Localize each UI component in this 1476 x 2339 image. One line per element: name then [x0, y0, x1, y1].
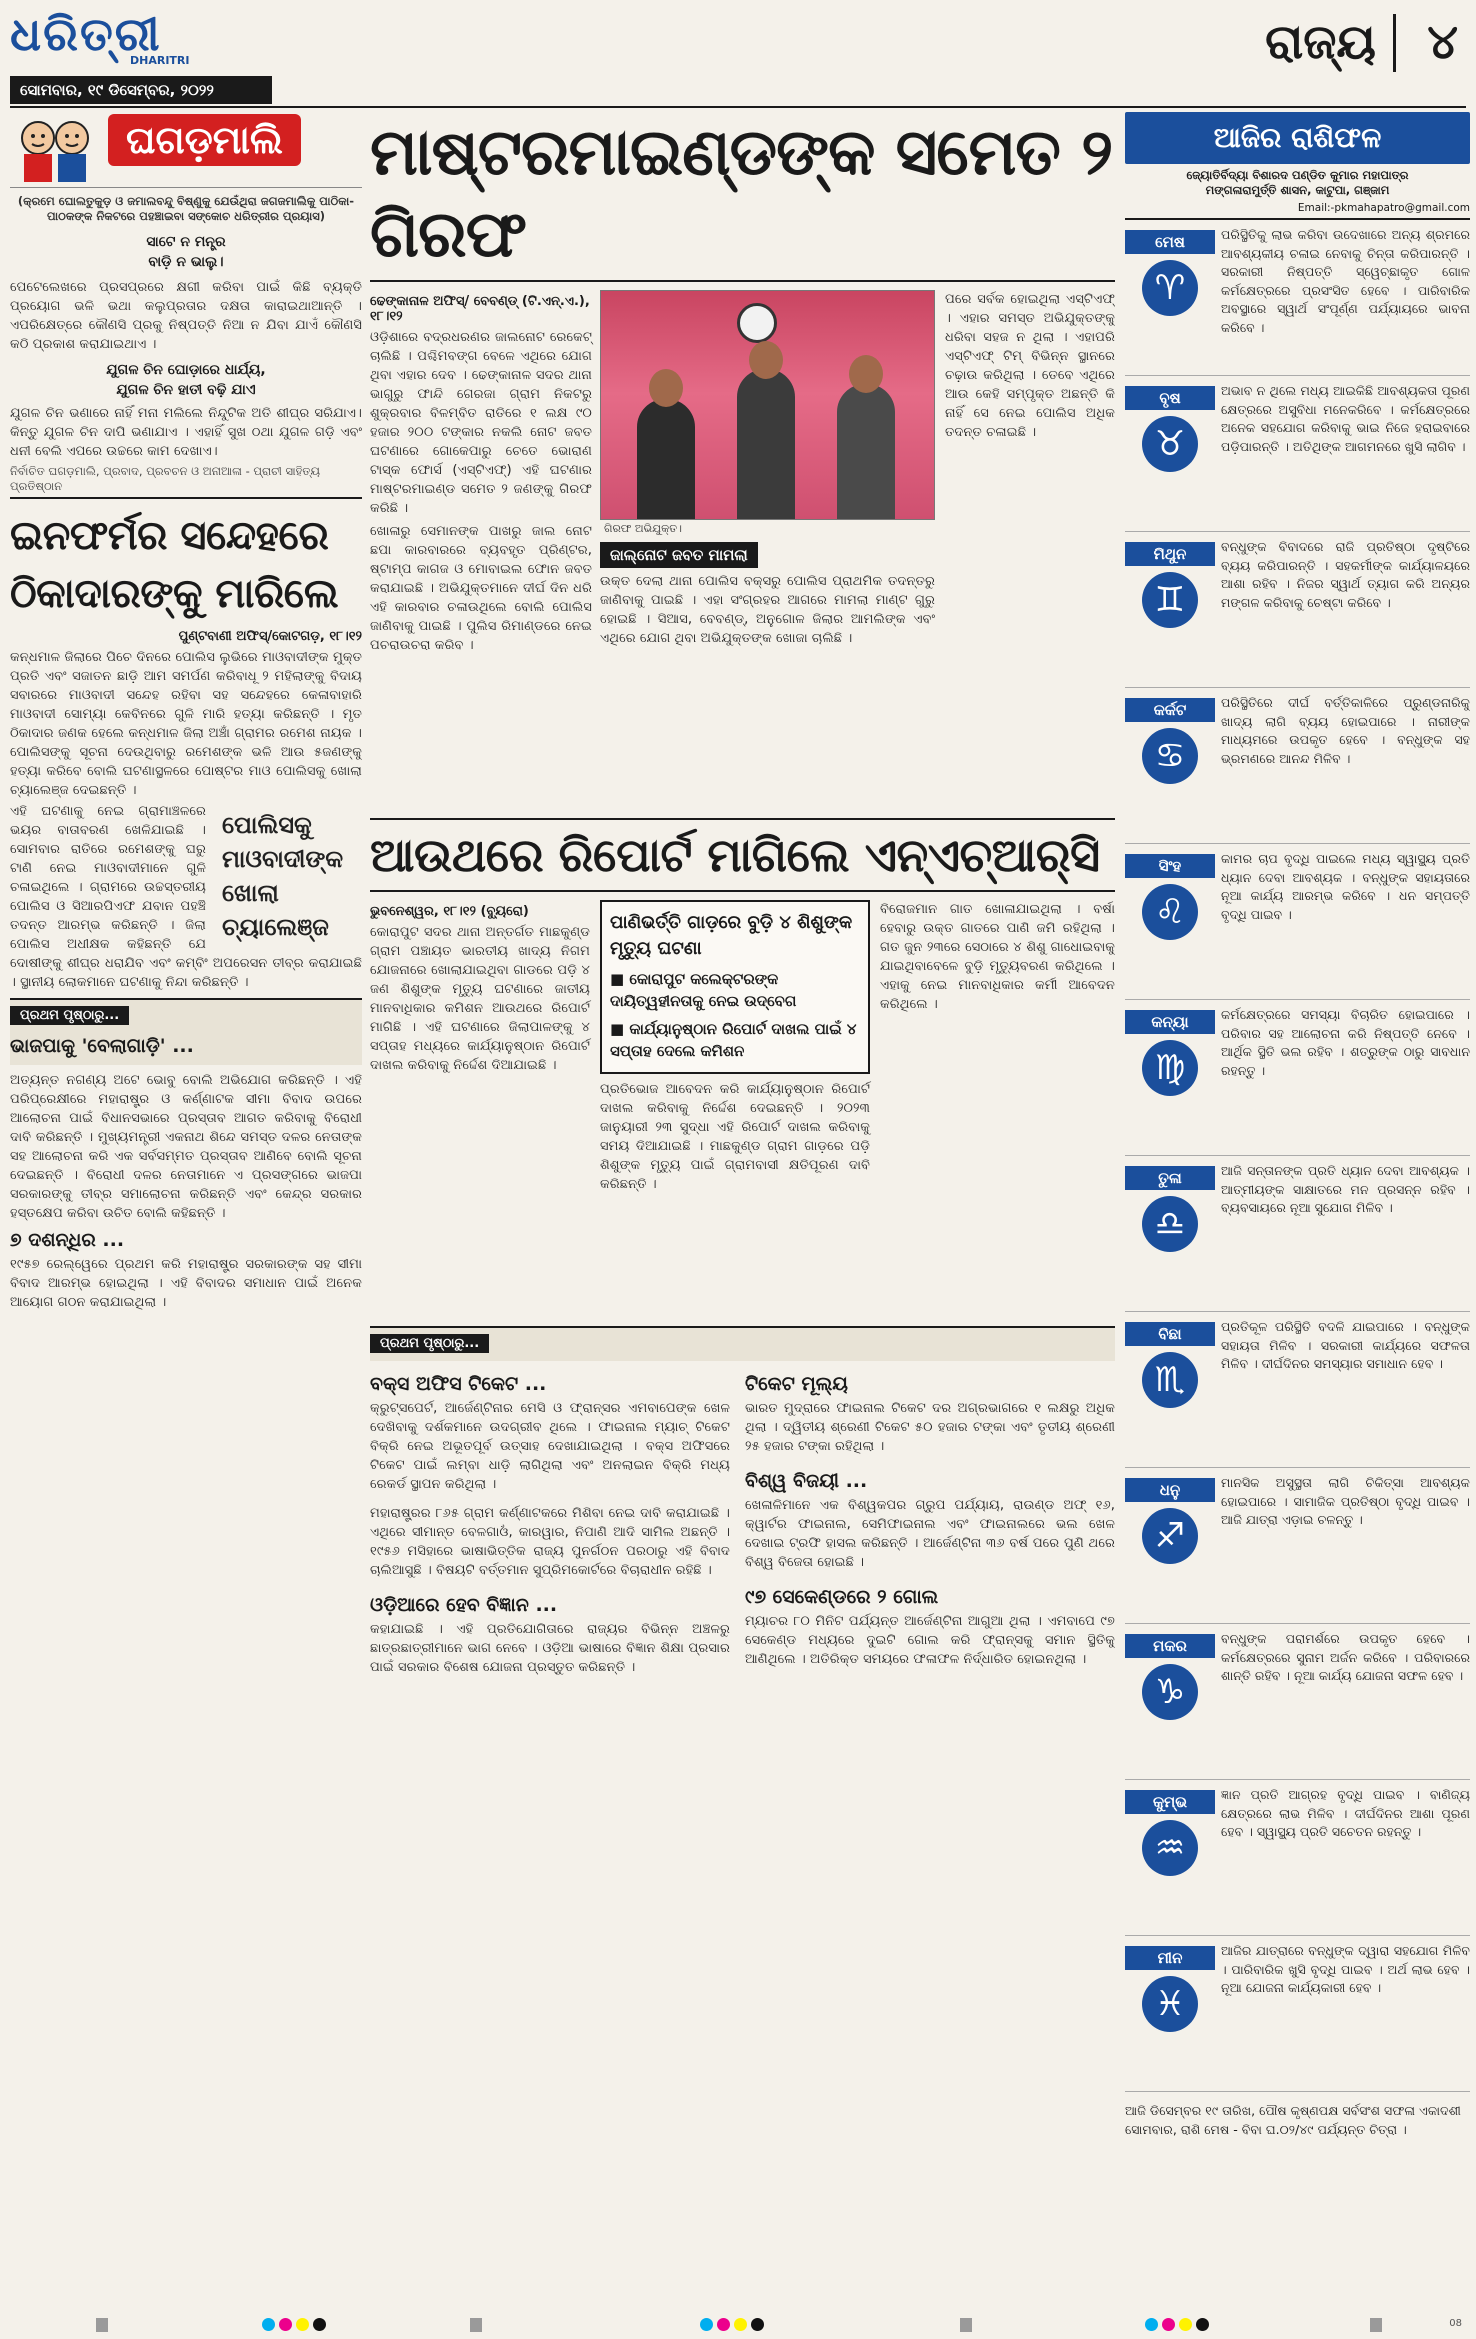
horoscope-item [1125, 226, 1470, 376]
continued-headline: ବିଶ୍ୱ ବିଜୟୀ ... [745, 1470, 868, 1492]
horoscope-text: ପ୍ରତିକୂଳ ପରିସ୍ଥିତି ବଦଳି ଯାଇପାରେ । ବନ୍ଧୁଙ୍କ ସହାୟତା ମିଳିବ । ସରକାରୀ କାର୍ଯ୍ୟରେ ସଫଳତା ମିଳିବ । ଦୀର୍ଘଦିନର ସମସ୍ୟାର ସମାଧାନ ହେବ । [1221, 1319, 1470, 1371]
horoscope-text: ବନ୍ଧୁଙ୍କ ବିବାଦରେ ରାଜି ପ୍ରତିଷ୍ଠା ଦୃଷ୍ଟିରେ ବ୍ୟୟ କରିପାରନ୍ତି । ସହକର୍ମୀଙ୍କ କାର୍ଯ୍ୟାଳୟରେ ଆଶା ରହିବ । ନିଜର ସ୍ୱାର୍ଥ ତ୍ୟାଗ କରି ଅନ୍ୟର ମଙ୍ଗଳ କରିବାକୁ ଚେଷ୍ଟା କରିବେ । [1221, 539, 1470, 610]
horoscope-item [1125, 1942, 1470, 2092]
story-paragraph: ପ୍ରତିଭୋଜ ଆବେଦନ କରି କାର୍ଯ୍ୟାନୁଷ୍ଠାନ ରିପୋର୍ଟ ଦାଖଲ କରିବାକୁ ନିର୍ଦ୍ଦେଶ ଦେଇଛନ୍ତି । ୨୦୨୩ ଜାନୁୟାରୀ ୨୩ ସୁଦ୍ଧା ଏହି ରିପୋର୍ଟ ଦାଖଲ କରିବାକୁ ସମୟ ଦିଆଯାଇଛି । ମାଛକୁଣ୍ଡ ଗ୍ରାମ ଗାଡ଼ରେ ପଡ଼ି ଶିଶୁଙ୍କ ମୃତ୍ୟୁ ପାଇଁ ଗ୍ରାମବାସୀ କ୍ଷତିପୂରଣ ଦାବି କରିଛନ୍ତି । [600, 1082, 870, 1192]
zodiac-badge [1125, 1634, 1215, 1720]
story-paragraph: ବିରୋଜମାନ ଗାତ ଖୋଳାଯାଇଥିଲା । ବର୍ଷା ହେବାରୁ ଉକ୍ତ ଗାତରେ ପାଣି ଜମି ରହିଥିଲା । ଗତ ଜୁନ ୨୩ରେ ସେଠାରେ ୪ ଶିଶୁ ଗାଧୋଇବାକୁ ଯାଇଥିବାବେଳେ ବୁଡ଼ି ମୃତ୍ୟୁବରଣ କରିଥିଲେ । ଏହାକୁ ନେଇ ମାନବାଧିକାର କର୍ମୀ ଆବେଦନ କରିଥିଲେ । [880, 902, 1115, 1012]
continued-tag: ପ୍ରଥମ ପୃଷ୍ଠାରୁ... [370, 1334, 489, 1353]
story-dateline: ପୁଣ୍ଟବାଣୀ ଅଫିସ୍/କୋଟଗଡ଼, ୧୮।୧୨ [178, 629, 362, 644]
nhrc-story [370, 900, 1115, 1320]
horoscope-list [1125, 226, 1470, 2092]
highlight-bullet: ■ କାର୍ଯ୍ୟାନୁଷ୍ଠାନ ରିପୋର୍ଟ ଦାଖଲ ପାଇଁ ୪ ସପ୍ତାହ ଦେଲେ କମିଶନ [610, 1020, 857, 1060]
story-callout: ପୋଲିସକୁ ମାଓବାଦୀଙ୍କ ଖୋଲା ଚ୍ୟାଲେଞ୍ଜ [222, 811, 344, 941]
story-text [10, 648, 362, 992]
gagudmali-bold-line: ଯୁଗଳ ଚିନ ଘୋଡ଼ାରେ ଧାର୍ଯ୍ୟ, [106, 362, 266, 378]
gagudmali-text: ଯୁଗଳ ଚିନ ଭଣାରେ ନାହିଁ ମନା ମଲିଲେ ନିନ୍ଦୁଟିକ ଅତି ଶୀଘ୍ର ସରିଯାଏ। କିନ୍ତୁ ଯୁଗଳ ଚିନ ଦାପି ଭଣାଯାଏ । ଏହାହିଁ ସୁଖ ଠଥା ଯୁଗଳ ଗଡ଼ି ଏବଂ ଧନୀ ବେଲି ଏପରେ ଉଚ୍ଚରେ କାମ ଦେଖାଏ। [10, 406, 362, 459]
registration-mark [960, 2318, 972, 2332]
person-figure [637, 399, 695, 519]
headline-mastermind: ମାଷ୍ଟରମାଇଣ୍ଡଙ୍କ ସମେତ ୨ ଗିରଫ [370, 112, 1115, 282]
cartoon-icon [10, 112, 100, 184]
registration-mark [1370, 2318, 1382, 2332]
highlight-box [600, 900, 870, 1074]
gagudmali-text: ପେଟେଲେଖରେ ପ୍ରସପ୍ରରେ କ୍ଷଗୀ କରିବା ପାଇଁ କିଛି ବ୍ୟକ୍ତି ପ୍ରୟୋଗ ଭଳି ଭଥା କଲୁପ୍ରତାର ଦକ୍ଷତା କାରାଇଥାଆନ୍ତି । ଏପରିକ୍ଷେତ୍ରେ କୌଣସି ପ୍ରକୁ ନିଷ୍ପତ୍ତି ନିଆ ନ ଯିବା ଯାଏଁ କୌଣସି କଠି ପ୍ରକାଶ କରାଯାଇଥାଏ । [10, 280, 362, 352]
horoscope-text: ପରିସ୍ଥିତିରେ ଦୀର୍ଘ ବର୍ତ୍ତିକାଳିରେ ପ୍ରୁଣ୍ଡନାରିକୁ ଖାଦ୍ୟ ଲାଗି ବ୍ୟୟ ହୋଇପାରେ । ନାରୀଙ୍କ ମାଧ୍ୟମରେ ଉପକୃତ ହେବେ । ବନ୍ଧୁଙ୍କ ସହ ଭ୍ରମଣରେ ଆନନ୍ଦ ମିଳିବ । [1221, 695, 1470, 766]
zodiac-badge [1125, 1478, 1215, 1564]
horoscope-item [1125, 850, 1470, 1000]
zodiac-badge [1125, 1790, 1215, 1876]
zodiac-icon: ♉ [1142, 416, 1198, 472]
zodiac-badge [1125, 698, 1215, 784]
person-head [749, 341, 783, 379]
continued-headline: ଭାଜପାକୁ 'ବେଲାଗାଡ଼ି' ... [10, 1035, 194, 1057]
continued-headline: ବକ୍ସ ଅଫିସ ଟିକେଟ ... [370, 1373, 547, 1395]
zodiac-badge [1125, 1322, 1215, 1408]
news-photo [600, 290, 935, 520]
logo-subtext: DHARITRI [130, 54, 190, 67]
horoscope-email: Email:-pkmahapatro@gmail.com [1125, 202, 1470, 220]
horoscope-text: ପରିସ୍ଥିତିକୁ ଲାଭ କରିବା ଉଦେଖାରେ ଅନ୍ୟ ଶ୍ରମରେ ଆବଶ୍ୟକୀୟ ଚଳାଇ ନେବାକୁ ଚିନ୍ତା କରିପାରନ୍ତି । ସରକାରୀ ନିଷ୍ପତ୍ତି ସ୍ୱେଚ୍ଛାକୃତ ଗୋଳ କର୍ମକ୍ଷେତ୍ରରେ ପ୍ରସଂସିତ ହେବେ । ପାରିବାରିକ ଅବସ୍ଥାରେ ସ୍ୱାର୍ଥ ସଂପୂର୍ଣ୍ଣ ପର୍ଯ୍ୟାୟରେ ଭାବନା କରିବେ । [1221, 227, 1470, 335]
story-paragraph: ଖୋଳାରୁ ସେମାନଙ୍କ ପାଖରୁ ଜାଲ ନୋଟ ଛପା କାରବାରରେ ବ୍ୟବହୃତ ପ୍ରିଣ୍ଟର, ଷ୍ଟାମ୍ପ କାଗଜ ଓ ମୋବାଇଲ ଫୋନ ଜବତ କରାଯାଇଛି । ଅଭିଯୁକ୍ତମାନେ ଦୀର୍ଘ ଦିନ ଧରି ଏହି କାରବାର ଚଳାଉଥିଲେ ବୋଲି ପୋଲିସ ଜାଣିବାକୁ ପାଇଛି । ପୁଲିସ ରିମାଣ୍ଡରେ ନେଇ ପଚରାଉଚରା କରିବ । [370, 524, 592, 653]
zodiac-name: ଧନୁ [1125, 1478, 1215, 1502]
zodiac-icon: ♐ [1142, 1508, 1198, 1564]
color-dots [700, 2318, 764, 2331]
zodiac-badge [1125, 1946, 1215, 2032]
masthead [10, 6, 1466, 108]
zodiac-icon: ♎ [1142, 1196, 1198, 1252]
zodiac-icon: ♈ [1142, 260, 1198, 316]
headline-informer: ଇନଫର୍ମର ସନ୍ଦେହରେ ଠିକାଦାରଙ୍କୁ ମାରିଲେ [10, 513, 339, 617]
zodiac-badge [1125, 1166, 1215, 1252]
story-column [370, 900, 590, 1075]
photo-caption: ଗିରଫ ଅଭିଯୁକ୍ତ। [604, 522, 682, 535]
section-title: ରାଜ୍ୟ [1265, 14, 1376, 70]
story-paragraph: କହାଯାଇଛି । ଏହି ପ୍ରତିଯୋଗିତାରେ ରାଜ୍ୟର ବିଭିନ୍ନ ଅଞ୍ଚଳରୁ ଛାତ୍ରଛାତ୍ରୀମାନେ ଭାଗ ନେବେ । ଓଡ଼ିଆ ଭାଷାରେ ବିଜ୍ଞାନ ଶିକ୍ଷା ପ୍ରସାର ପାଇଁ ସରକାର ବିଶେଷ ଯୋଜନା ପ୍ରସ୍ତୁତ କରିଛନ୍ତି । [370, 1622, 730, 1675]
section-divider [1393, 14, 1396, 72]
story-dateline: ଭୁବନେଶ୍ୱର, ୧୮।୧୨ (ବ୍ୟୁରୋ) [370, 904, 529, 919]
logo-text: ଧରିତ୍ରୀ [10, 7, 162, 61]
story-paragraph: ମହାରାଷ୍ଟ୍ରର ୮୬୫ ଗ୍ରାମ କର୍ଣ୍ଣାଟକରେ ମିଶିବା ନେଇ ଦାବି କରାଯାଇଛି । ଏଥିରେ ସୀମାନ୍ତ ବେଳଗାଓଁ, କାରୱାର, ନିପାଣି ଆଦି ସାମିଲ ଅଛନ୍ତି । ୧୯୫୬ ମସିହାରେ ଭାଷାଭିତ୍ତିକ ରାଜ୍ୟ ପୁନର୍ଗଠନ ପରଠାରୁ ଏହି ବିବାଦ ଚାଲିଆସୁଛି । ବିଷୟଟି ବର୍ତ୍ତମାନ ସୁପ୍ରିମକୋର୍ଟରେ ବିଚାରାଧୀନ ରହିଛି । [370, 1506, 730, 1578]
left-column [10, 112, 362, 2302]
zodiac-name: ମିଥୁନ [1125, 542, 1215, 566]
zodiac-badge [1125, 1010, 1215, 1096]
gagudmali-credit: ନିର୍ବାଚିତ ଘଗଡ଼ମାଲି, ପ୍ରବାଦ, ପ୍ରବଚନ ଓ ଅନାଆଳା - ପ୍ରାଚୀ ସାହିତ୍ୟ ପ୍ରତିଷ୍ଠାନ [10, 461, 362, 499]
page-number: ୪ [1427, 14, 1458, 70]
horoscope-text: ଆଜି ସନ୍ତାନଙ୍କ ପ୍ରତି ଧ୍ୟାନ ଦେବା ଆବଶ୍ୟକ । ଆତ୍ମୀୟଙ୍କ ସାକ୍ଷାତରେ ମନ ପ୍ରସନ୍ନ ରହିବ । ବ୍ୟବସାୟରେ ନୂଆ ସୁଯୋଗ ମିଳିବ । [1221, 1163, 1470, 1215]
highlight-title: ପାଣିଭର୍ତ୍ତି ଗାଡ଼ରେ ବୁଡ଼ି ୪ ଶିଶୁଙ୍କ ମୃତ୍ୟୁ ଘଟଣା [610, 912, 853, 959]
horoscope-text: ଜ୍ଞାନ ପ୍ରତି ଆଗ୍ରହ ବୃଦ୍ଧି ପାଇବ । ବାଣିଜ୍ୟ କ୍ଷେତ୍ରରେ ଲାଭ ମିଳିବ । ଦୀର୍ଘଦିନର ଆଶା ପୂରଣ ହେବ । ସ୍ୱାସ୍ଥ୍ୟ ପ୍ରତି ସଚେତନ ରହନ୍ତୁ । [1221, 1787, 1470, 1839]
right-column [1125, 112, 1470, 2302]
story-paragraph: ଓଡ଼ିଶାରେ ବଦ୍ରଧରଣର ଜାଲନୋଟ ର‌େକେଟ୍ ଚାଲିଛି । ପଶ୍ଚିମବଙ୍ଗ ବେଳେ ଏଥିରେ ଯୋଗ ଥିବା ଏହାର ଦେବ । ଢେଙ୍କାନାଳ ସଦର ଥାନା ଭାଗୁରୁ ଫାନ୍ଦି ଗେରଜା ଗ୍ରାମ ନିକଟରୁ ଶୁକ୍ରବାର ବିଳମ୍ବିତ ରାତିରେ ୧ ଲକ୍ଷ ୯୦ ହଜାର ୨୦୦ ଟଙ୍କାର ନକଲି ନୋଟ ଜବତ ଘଟଣାରେ ଗୋକେପାରୁ ଚେତେ ଭୋରାଣ ଟାସ୍କ ଫୋର୍ସ (ଏସ୍ଟିଏଫ୍) ଏହି ଘଟଣାର ମାଷ୍ଟରମାଇଣ୍ଡ ସମେତ ୨ ଜଣଙ୍କୁ ଗିରଫ କରିଛି । [370, 330, 592, 516]
story-dateline: ଢେଙ୍କାନାଳ ଅଫିସ୍/ ବେବଣ୍ଡ୍ (ଟି.ଏନ୍.ଏ.), ୧୮।୧୨ [370, 294, 590, 324]
gagudmali-header [10, 112, 362, 188]
horoscope-credit [1125, 164, 1470, 202]
print-marks [0, 2312, 1476, 2339]
story-column [370, 1367, 730, 1677]
highlight-bullet: ■ କୋରାପୁଟ କଲେକ୍ଟରଙ୍କ ଦାୟିତ୍ୱହୀନତାକୁ ନେଇ ଉଦ୍‌ବେଗ [610, 970, 797, 1010]
horoscope-item [1125, 694, 1470, 844]
ticket-headline: ଟିକେଟ ମୂଲ୍ୟ [745, 1373, 848, 1395]
person-figure [737, 369, 795, 519]
horoscope-item [1125, 382, 1470, 532]
zodiac-name: ବିଛା [1125, 1322, 1215, 1346]
zodiac-badge [1125, 386, 1215, 472]
zodiac-name: କନ୍ୟା [1125, 1010, 1215, 1034]
zodiac-badge [1125, 230, 1215, 316]
zodiac-name: ମୀନ [1125, 1946, 1215, 1970]
gagudmali-description: (କ୍ରମେ ଘୋଲତୁକୁଡ଼ ଓ ଜମାଲବନ୍ଦୁ ବିଷ୍ଣୁକୁ ଯେଉଁଥିରା ଜଗଜମାଲିକୁ ପାଠିକା-ପାଠକଙ୍କ ନିକଟରେ ପହଞ୍ଚାଇବା ସଙ୍କୋଚ ଧରିତ୍ରୀର ପ୍ରୟାସ) [17, 194, 355, 223]
zodiac-icon: ♒ [1142, 1820, 1198, 1876]
horoscope-item [1125, 1786, 1470, 1936]
continued-text: ୧୯୫୭ ରେଲ୍ୱେରେ ପ୍ରଥମ କରି ମହାରାଷ୍ଟ୍ର ସରକାରଙ୍କ ସହ ସୀମା ବିବାଦ ଆରମ୍ଭ ହୋଇଥିଲା । ଏହି ବିବାଦର ସମାଧାନ ପାଇଁ ଅନେକ ଆୟୋଗ ଗଠନ କରାଯାଇଥିଲା । [10, 1257, 362, 1310]
story-paragraph: କନ୍ଧମାଳ ଜିଲାରେ ପିଚେ ଦିନରେ ପୋଲିସ ଲୁଭିରେ ମାଓବାଦୀଙ୍କ ମୁକ୍ତ ପ୍ରତି ଏବଂ ସଜାତନ ଛାଡ଼ି ଆମ ସମର୍ପଣ କରିବାଧୂ ୨ ମହିଲାଙ୍କୁ ବିଦାୟ ସବାରରେ ମାଓବାଦୀ ସନ୍ଦେହ ରହିବା ସହ ସନ୍ଦେହରେ କେଳାବାହାରି ମାଓବାଦୀ ସୋମ୍ୟା କେବିନରେ ଗୁଳି ମାରି ହତ୍ୟା କରିଛନ୍ତି । ମୃତ ଠିକାଦାର ଜଣକ ହେଲେ କନ୍ଧମାଳ ଜିଲା ଅଞ୍ଚାଁ ଗ୍ରାମର ରମେଶ ନାୟକ । ପୋଲିସଙ୍କୁ ସୂଚନା ଦେଉଥିବାରୁ ରମେଶଙ୍କ ଭଳି ଆଉ ୫ଜଣଙ୍କୁ ହତ୍ୟା କରିବେ ବୋଲି ଘଟଣାସ୍ଥଳରେ ପୋଷ୍ଟର ମାଓ ପୋଲିସକୁ ଖୋଲା ଚ୍ୟାଲେଞ୍ଜ ଦେଇଛନ୍ତି । [10, 650, 362, 798]
zodiac-name: ତୁଳା [1125, 1166, 1215, 1190]
mastermind-story [370, 290, 1115, 810]
box-text: ଉକ୍ତ ଦେଲା ଥାନା ପୋଲିସ ବକ୍ସରୁ ପୋଲିସ ପ୍ରାଥମିକ ତଦନ୍ତରୁ ଜାଣିବାକୁ ପାଇଛି । ଏହା ସଂଗ୍ରହର ଆଗରେ ମାମଲା ମାଣ୍ଟ ଗୁରୁ ହୋଇଛି । ସିଆସ, ବେବଣ୍ଡ୍, ଅନୁଗୋଳ ଜିଲାର ଆମଲିଙ୍କ ଏବଂ ଏଥିରେ ଯୋଗ ଥିବା ଅଭିଯୁକ୍ତଙ୍କ ଖୋଜା ଚାଲିଛି । [600, 574, 935, 646]
story-paragraph: ମ୍ୟାଚର ୮୦ ମିନିଟ ପର୍ଯ୍ୟନ୍ତ ଆର୍ଜେଣ୍ଟିନା ଆଗୁଆ ଥିଲା । ଏମବାପେ ୯୭ ସେକେଣ୍ଡ ମଧ୍ୟରେ ଦୁଇଟି ଗୋଲ କରି ଫ୍ରାନ୍ସକୁ ସମାନ ସ୍ଥିତିକୁ ଆଣିଥିଲେ । ଅତିରିକ୍ତ ସମୟରେ ଫଳାଫଳ ନିର୍ଦ୍ଧାରିତ ହୋଇନଥିଲା । [745, 1614, 1115, 1667]
story-column [600, 900, 870, 1194]
continuation-section [10, 998, 362, 1065]
story-paragraph: କ୍ରୁଟ୍‌ସପେର୍ଟ, ଆର୍ଜେଣ୍ଟିନାର ମେସି ଓ ଫ୍ରାନ୍ସର ଏମବାପେଙ୍କ ଖେଳ ଦେଖିବାକୁ ଦର୍ଶକମାନେ ଉଦଗ୍ରୀବ ଥିଲେ । ଫାଇନାଲ ମ୍ୟାଚ୍ ଟିକେଟ ବିକ୍ରି ନେଇ ଅଭୂତପୂର୍ବ ଉତ୍ସାହ ଦେଖାଯାଇଥିଲା । ବକ୍ସ ଅଫିସରେ ଟିକେଟ ପାଇଁ ଲମ୍ବା ଧାଡ଼ି ଲାଗିଥିଲା ଏବଂ ଅନଲାଇନ ବିକ୍ରି ମଧ୍ୟ ରେକର୍ଡ ସ୍ଥାପନ କରିଥିଲା । [370, 1401, 730, 1492]
story-paragraph: ଭାରତ ମୁଦ୍ରାରେ ଫାଇନାଲ ଟିକେଟ ଦର ଅଗ୍ରଭାଗରେ ୧ ଲକ୍ଷରୁ ଅଧିକ ଥିଲା । ଦ୍ୱିତୀୟ ଶ୍ରେଣୀ ଟିକେଟ ୫୦ ହଜାର ଟଙ୍କା ଏବଂ ତୃତୀୟ ଶ୍ରେଣୀ ୨୫ ହଜାର ଟଙ୍କା ରହିଥିଲା । [745, 1401, 1115, 1454]
registration-mark [470, 2318, 482, 2332]
story-paragraph: ପରେ ସର୍ବକ ହୋଇଥିଲା ଏସ୍ଟିଏଫ୍ । ଏହାର ସମସ୍ତ ଅଭିଯୁକ୍ତଙ୍କୁ ଧରିବା ସହଜ ନ ଥିଲା । ଏହାପରି ଏସ୍ଟିଏଫ୍ ଟିମ୍ ବିଭିନ୍ନ ସ୍ଥାନରେ ଚଢ଼ାଉ କରିଥିଲା । ତେବେ ଏଥିରେ ଆଉ କେହି ସମ୍ପୃକ୍ତ ଅଛନ୍ତି କି ନାହିଁ ସେ ନେଇ ପୋଲିସ ଅଧିକ ତଦନ୍ତ ଚଳାଇଛି । [945, 292, 1115, 440]
zodiac-icon: ♊ [1142, 572, 1198, 628]
masthead-rule [10, 106, 1466, 108]
horoscope-item [1125, 1474, 1470, 1624]
zodiac-badge [1125, 854, 1215, 940]
box-heading: ଜାଲ୍‌ନୋଟ ଜବତ ମାମଲା [600, 542, 758, 568]
horoscope-text: ମାନସିକ ଅସୁସ୍ଥତା ଲାଗି ଚିକିତ୍ସା ଆବଶ୍ୟକ ହୋଇପାରେ । ସାମାଜିକ ପ୍ରତିଷ୍ଠା ବୃଦ୍ଧି ପାଇବ । ଆଜି ଯାତ୍ରା ଏଡ଼ାଇ ଚଳନ୍ତୁ । [1221, 1475, 1470, 1527]
quote-line: ସାଟେ ନ ମନ୍ତ୍ର [146, 234, 226, 250]
zodiac-name: କର୍କଟ [1125, 698, 1215, 722]
horoscope-item [1125, 1630, 1470, 1780]
zodiac-icon: ♋ [1142, 728, 1198, 784]
horoscope-item [1125, 538, 1470, 688]
zodiac-badge [1125, 542, 1215, 628]
zodiac-icon: ♑ [1142, 1664, 1198, 1720]
highlight-bullet-text: କାର୍ଯ୍ୟାନୁଷ୍ଠାନ ରିପୋର୍ଟ ଦାଖଲ ପାଇଁ ୪ ସପ୍ତାହ ଦେଲେ କମିଶନ [610, 1020, 857, 1060]
zodiac-name: ବୃଷ [1125, 386, 1215, 410]
middle-column [370, 112, 1115, 2302]
page-reference: 08 [1449, 2318, 1462, 2329]
zodiac-icon: ♌ [1142, 884, 1198, 940]
horoscope-text: କାମର ଚାପ ବୃଦ୍ଧି ପାଇଲେ ମଧ୍ୟ ସ୍ୱାସ୍ଥ୍ୟ ପ୍ରତି ଧ୍ୟାନ ଦେବା ଆବଶ୍ୟକ । ବନ୍ଧୁଙ୍କ ସହାୟତାରେ ନୂଆ କାର୍ଯ୍ୟ ଆରମ୍ଭ କରିବେ । ଧନ ସମ୍ପତ୍ତି ବୃଦ୍ଧି ପାଇବ । [1221, 851, 1470, 922]
quote-line: ବାଡ଼ି ନ ଭାଲୁ। [148, 254, 224, 270]
person-head [649, 369, 683, 407]
headline-nhrc: ଆଉଥରେ ରିପୋର୍ଟ ମାଗିଲେ ଏନ୍‌ଏଚ୍‌ଆର୍‌ସି [370, 818, 1115, 892]
horoscope-item [1125, 1162, 1470, 1312]
horoscope-footer: ଆଜି ଡିସେମ୍ବର ୧୯ ତାରିଖ, ପୌଷ କୃଷ୍ଣପକ୍ଷ ସର୍ବସଂଶ ସଫଳା ଏକାଦଶୀ ସୋମବାର, ରାଶି ମେଷ - ବିବା ଘ.୦୨/୪୯ ପର୍ଯ୍ୟନ୍ତ ଚିତ୍ରା । [1125, 2103, 1461, 2137]
zodiac-name: କୁମ୍ଭ [1125, 1790, 1215, 1814]
story-paragraph: ଖେଳାଳିମାନେ ଏକ ବିଶ୍ୱକପର ଗ୍ରୁପ ପର୍ଯ୍ୟାୟ, ରାଉଣ୍ଡ ଅଫ୍ ୧୬, କ୍ୱାର୍ଟର ଫାଇନାଲ, ସେମିଫାଇନାଲ ଏବଂ ଫାଇନାଲରେ ଭଲ ଖେଳ ଦେଖାଇ ଟ୍ରଫି ହାସଲ କରିଛନ୍ତି । ଆର୍ଜେଣ୍ଟିନା ୩୬ ବର୍ଷ ପରେ ପୁଣି ଥରେ ବିଶ୍ୱ ବିଜେତା ହୋଇଛି । [745, 1498, 1115, 1570]
zodiac-icon: ♓ [1142, 1976, 1198, 2032]
zodiac-name: ମକର [1125, 1634, 1215, 1658]
horoscope-header: ଆଜିର ରାଶିଫଳ [1125, 112, 1470, 164]
credit-line: ଜ୍ୟୋତିର୍ବିଦ୍ୟା ବିଶାରଦ ପଣ୍ଡିତ କୁମାର ମହାପାତ୍ର [1186, 168, 1409, 182]
goal-headline: ୯୭ ସେକେଣ୍ଡରେ ୨ ଗୋଲ [745, 1586, 939, 1608]
story-column [945, 290, 1115, 442]
gagudmali-bold-line: ଯୁଗଳ ଚିନ ହାତୀ ବଢ଼ି ଯାଏ [116, 382, 256, 398]
gagudmali-title: ଘଗଡ଼ମାଲି [108, 114, 301, 166]
horoscope-text: ବନ୍ଧୁଙ୍କ ପରାମର୍ଶରେ ଉପକୃତ ହେବେ । କର୍ମକ୍ଷେତ୍ରରେ ସୁନାମ ଅର୍ଜନ କରିବେ । ପରିବାରରେ ଶାନ୍ତି ରହିବ । ନୂଆ କାର୍ଯ୍ୟ ଯୋଜନା ସଫଳ ହେବ । [1221, 1631, 1470, 1683]
story-column [370, 290, 592, 655]
zodiac-name: ମେଷ [1125, 230, 1215, 254]
continued-headline: ଓଡ଼ିଆରେ ହେବ ବିଜ୍ଞାନ ... [370, 1594, 558, 1616]
highlight-bullet-text: କୋରାପୁଟ କଲେକ୍ଟରଙ୍କ ଦାୟିତ୍ୱହୀନତାକୁ ନେଇ ଉଦ୍‌ବେଗ [610, 970, 797, 1010]
color-dots [1145, 2318, 1209, 2331]
story-column [880, 900, 1115, 1014]
horoscope-text: କର୍ମକ୍ଷେତ୍ରରେ ସମସ୍ୟା ବିଚାରିତ ହୋଇପାରେ । ପରିବାର ସହ ଆଲୋଚନା କରି ନିଷ୍ପତ୍ତି ନେବେ । ଆର୍ଥିକ ସ୍ଥିତି ଭଲ ରହିବ । ଶତ୍ରୁଙ୍କ ଠାରୁ ସାବଧାନ ରହନ୍ତୁ । [1221, 1007, 1470, 1078]
story-column [745, 1367, 1115, 1669]
zodiac-icon: ♏ [1142, 1352, 1198, 1408]
issue-date: ସୋମବାର, ୧୯ ଡିସେମ୍ବର, ୨୦୨୨ [10, 76, 272, 104]
credit-line: ମଙ୍ଗଳାରାମୁର୍ତ୍ତି ଶାସନ, କାଟୁପା, ଗଞ୍ଜାମ [1205, 183, 1390, 197]
color-dots [262, 2318, 326, 2331]
zodiac-icon: ♍ [1142, 1040, 1198, 1096]
registration-mark [96, 2318, 108, 2332]
person-figure [837, 384, 895, 519]
newspaper-logo [10, 6, 270, 72]
person-head [849, 355, 883, 393]
gagudmali-quote [10, 232, 362, 272]
story-paragraph: କୋରାପୁଟ ସଦର ଥାନା ଅନ୍ତର୍ଗତ ମାଛକୁଣ୍ଡ ଗ୍ରାମ ପଞ୍ଚାୟତ ଭାରତୀୟ ଖାଦ୍ୟ ନିଗମ ଯୋଜନାରେ ଖୋଲାଯାଇଥିବା ଗାଡରେ ପଡ଼ି ୪ ଜଣ ଶିଶୁଙ୍କ ମୃତ୍ୟୁ ଘଟଣାରେ ଜାତୀୟ ମାନବାଧିକାର କମିଶନ ଆଉଥରେ ରିପୋର୍ଟ ମାଗିଛି । ଏହି ଘଟଣାରେ ଜିଲାପାଳଙ୍କୁ ୪ ସପ୍ତାହ ମଧ୍ୟରେ କାର୍ଯ୍ୟାନୁଷ୍ଠାନ ରିପୋର୍ଟ ଦାଖଲ କରିବାକୁ ନିର୍ଦ୍ଦେଶ ଦିଆଯାଇଛି । [370, 925, 590, 1073]
horoscope-item [1125, 1006, 1470, 1156]
continuation-stories [370, 1367, 1115, 2302]
horoscope-item [1125, 1318, 1470, 1468]
continuation-section [370, 1326, 1115, 1361]
horoscope-text: ଅଭାବ ନ ଥିଲେ ମଧ୍ୟ ଆଇକିଛି ଆବଶ୍ୟକତା ପୂରଣ କ୍ଷେତ୍ରରେ ଅସୁବିଧା ମନେକରିବେ । କର୍ମକ୍ଷେତ୍ରରେ ଅନେକ ସହଯୋଗ କରିବାକୁ ଭାଇ ନିଜେ ହରାଇବାରେ ପଡ଼ିପାରନ୍ତି । ଅତିଥିଙ୍କ ଆଗମନରେ ଖୁସି ଲାଗିବ । [1221, 383, 1470, 454]
clock-icon [737, 303, 777, 343]
continued-subheadline: ୭ ଦଶନ୍ଧିର ... [10, 1229, 125, 1251]
horoscope-text: ଆଜିର ଯାତ୍ରାରେ ବନ୍ଧୁଙ୍କ ଦ୍ୱାରା ସହଯୋଗ ମିଳିବ । ପାରିବାରିକ ଖୁସି ବୃଦ୍ଧି ପାଇବ । ଅର୍ଥ ଲାଭ ହେବ । ନୂଆ ଯୋଜନା କାର୍ଯ୍ୟକାରୀ ହେବ । [1221, 1943, 1470, 1995]
continued-text: ଅତ୍ୟନ୍ତ ନଗଣ୍ୟ ଅଟେ ଭୋବୁ ବୋଲି ଅଭିଯୋଗ କରିଛନ୍ତି । ଏହି ପରିପ୍ରେକ୍ଷୀରେ ମହାରାଷ୍ଟ୍ର ଓ କର୍ଣ୍ଣାଟକ ସୀମା ବିବାଦ ଉପରେ ଆଲୋଚନା ପାଇଁ ବିଧାନସଭାରେ ପ୍ରସ୍ତାବ ଆଗତ କରିବାକୁ ବିରୋଧୀ ଦାବି କରିଛନ୍ତି । ମୁଖ୍ୟମନ୍ତ୍ରୀ ଏକନାଥ ଶିନ୍ଦେ ସମସ୍ତ ଦଳର ନେତାଙ୍କ ସହ ଆଲୋଚନା କରି ଏକ ସର୍ବସମ୍ମତ ପ୍ରସ୍ତାବ ଆଣିବେ ବୋଲି ସୂଚନା ଦେଇଛନ୍ତି । ବିରୋଧୀ ଦଳର ନେତାମାନେ ଏ ପ୍ରସଙ୍ଗରେ ଭାଜପା ସରକାରଙ୍କୁ ତୀବ୍ର ସମାଲୋଚନା କରିଛନ୍ତି ଏବଂ କେନ୍ଦ୍ର ସରକାର ହସ୍ତକ୍ଷେପ କରିବା ଉଚିତ ବୋଲି କହିଛନ୍ତି । [10, 1073, 362, 1221]
zodiac-name: ସିଂହ [1125, 854, 1215, 878]
continued-tag: ପ୍ରଥମ ପୃଷ୍ଠାରୁ... [10, 1006, 129, 1025]
story-paragraph: ଏହି ଘଟଣାକୁ ନେଇ ଗ୍ରାମାଞ୍ଚଳରେ ଭୟର ବାତାବରଣ ଖେଳିଯାଇଛି । ସୋମବାର ରାତିରେ ରମେଶଙ୍କୁ ଘରୁ ଟାଣି ନେଇ ମାଓବାଦୀମାନେ ଗୁଳି ଚଳାଇଥିଲେ । ଗ୍ରାମରେ ଉଚ୍ଚସ୍ତରୀୟ ପୋଲିସ ଓ ସିଆରପିଏଫ ଯବାନ ପହଞ୍ଚି ତଦନ୍ତ ଆରମ୍ଭ କରିଛନ୍ତି । ଜିଲା ପୋଲିସ ଅଧୀକ୍ଷକ କହିଛନ୍ତି ଯେ ଦୋଷୀଙ୍କୁ ଶୀଘ୍ର ଧରାଯିବ ଏବଂ କମ୍ବିଂ ଅପରେସନ ତୀବ୍ର କରାଯାଇଛି । ସ୍ଥାନୀୟ ଲୋକମାନେ ଘଟଣାକୁ ନିନ୍ଦା କରିଛନ୍ତି । [10, 804, 362, 990]
fake-note-box [600, 542, 935, 648]
